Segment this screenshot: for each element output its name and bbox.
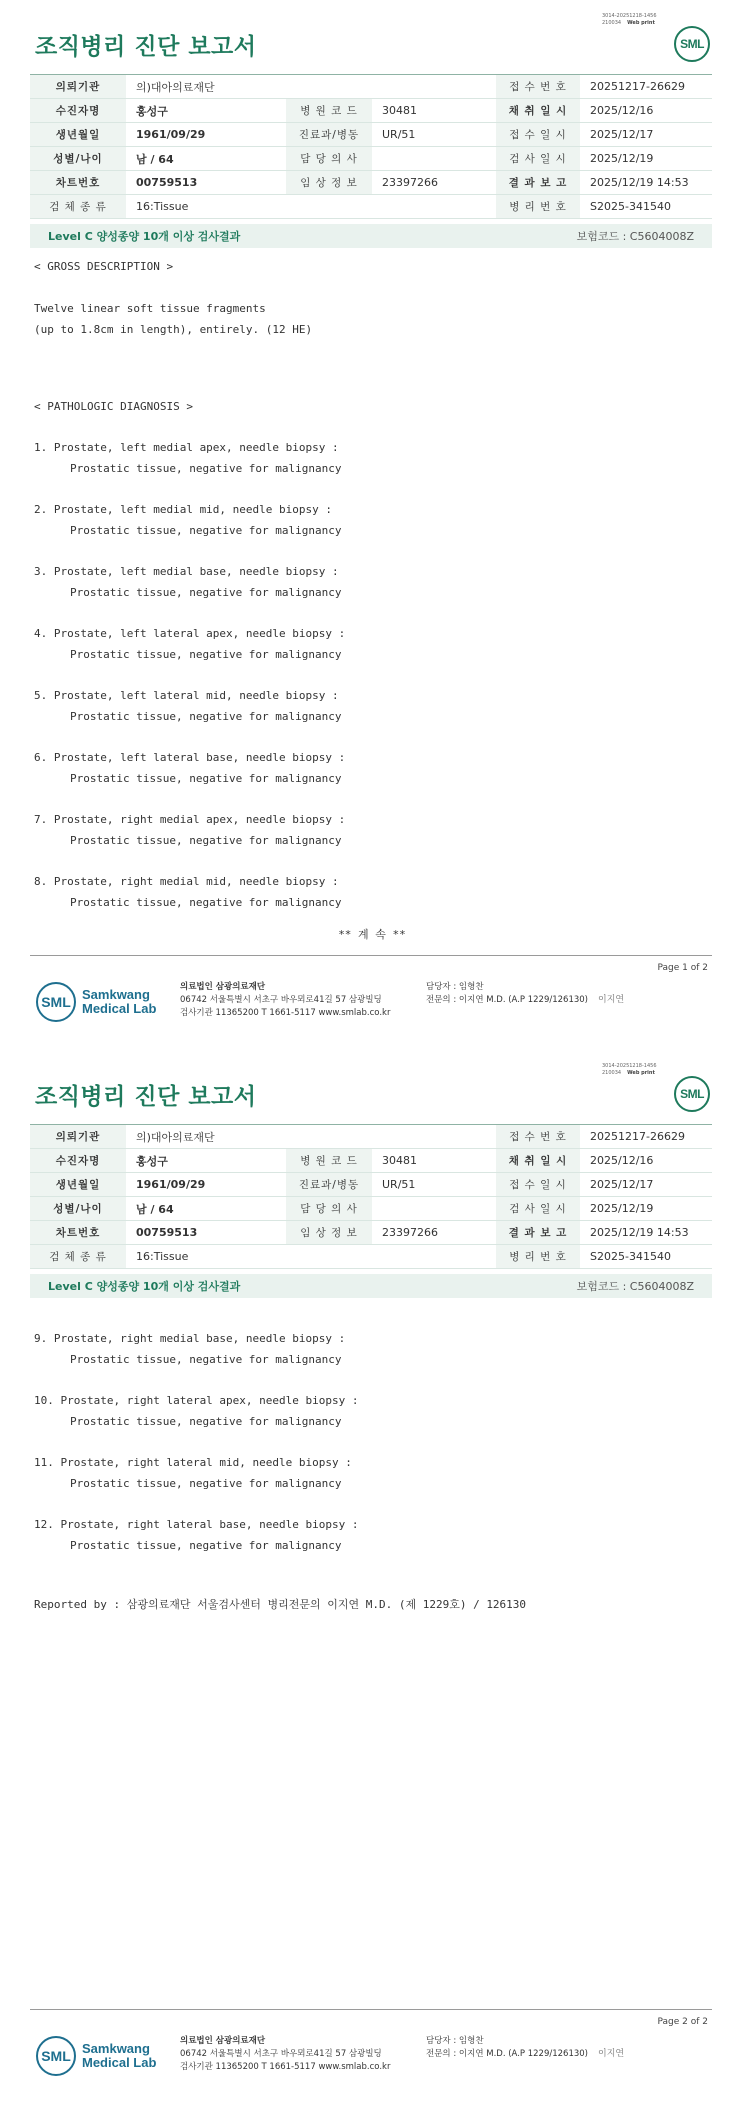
signature: 이지연: [598, 995, 625, 1005]
clinical-label: 임 상 정 보: [286, 171, 372, 195]
chart-label: 차트번호: [30, 1221, 126, 1245]
patient-label: 수진자명: [30, 99, 126, 123]
logo-line-1: Samkwang: [82, 987, 150, 1002]
diagnosis-result: Prostatic tissue, negative for malignancy: [70, 648, 342, 661]
dob-value: 1961/09/29: [126, 123, 286, 147]
report-title: 조직병리 진단 보고서: [35, 1084, 257, 1110]
info-row: [30, 1125, 712, 1149]
dob-value: 1961/09/29: [126, 1173, 286, 1197]
patient-info-table: [30, 1124, 712, 1269]
dob-label: 생년월일: [30, 1173, 126, 1197]
diagnosis-result: Prostatic tissue, negative for malignancy: [70, 524, 342, 537]
staff-info: [426, 981, 624, 1007]
report-page-2: [0, 1050, 744, 2104]
receipt-no-value: 20251217-26629: [580, 1125, 712, 1149]
diagnosis-site: 11. Prostate, right lateral mid, needle biopsy :: [34, 1456, 352, 1469]
diagnosis-site: 5. Prostate, left lateral mid, needle biopsy :: [34, 689, 339, 702]
collect-date-value: 2025/12/16: [580, 1149, 712, 1173]
info-row: [30, 99, 712, 123]
samkwang-logo: [36, 2036, 156, 2076]
info-row: [30, 195, 712, 219]
receipt-date-value: 2025/12/17: [580, 123, 712, 147]
dept-value: UR/51: [372, 123, 496, 147]
logo-mark: SML: [41, 2048, 71, 2064]
specimen-label: 검 체 종 류: [30, 1245, 126, 1269]
chart-value: 00759513: [126, 171, 286, 195]
institution-label: 의뢰기관: [30, 1125, 126, 1149]
sml-logo-text: SML: [680, 1087, 704, 1101]
hospital-code-label: 병 원 코 드: [286, 1149, 372, 1173]
page-footer: [30, 955, 712, 1045]
diagnosis-site: 9. Prostate, right medial base, needle biopsy :: [34, 1332, 346, 1345]
hospital-code-value: 30481: [372, 99, 496, 123]
sml-logo-text: SML: [680, 37, 704, 51]
patient-info-table: [30, 74, 712, 219]
signature: 이지연: [598, 2049, 625, 2059]
lab-contact: 검사기관 11365200 T 1661-5117 www.smlab.co.kr: [180, 2062, 391, 2072]
gross-heading: < GROSS DESCRIPTION >: [34, 260, 174, 273]
report-page-1: [0, 0, 744, 1050]
chart-label: 차트번호: [30, 171, 126, 195]
diagnosis-site: 2. Prostate, left medial mid, needle biopsy :: [34, 503, 333, 516]
specialist-name: 전문의 : 이지연 M.D. (A.P 1229/126130): [426, 2049, 588, 2059]
sex-age-value: 남 / 64: [126, 147, 286, 171]
level-text: Level C 양성종양 10개 이상 검사결과: [48, 1280, 241, 1293]
logo-line-2: Medical Lab: [82, 1001, 157, 1016]
page-number: Page 1 of 2: [657, 963, 708, 973]
sex-age-label: 성별/나이: [30, 147, 126, 171]
specimen-value: 16:Tissue: [126, 195, 496, 219]
stamp-line-1: 3014-20251218-1456: [602, 13, 657, 19]
sml-circle-icon: [36, 2036, 76, 2076]
sml-logo: [674, 1076, 710, 1112]
diagnosis-result: Prostatic tissue, negative for malignancy: [70, 1477, 342, 1490]
info-row: [30, 1149, 712, 1173]
diagnosis-site: 6. Prostate, left lateral base, needle biopsy :: [34, 751, 346, 764]
samkwang-logo: [36, 982, 156, 1022]
lab-info: [180, 981, 390, 1020]
stamp-line-2: 210034: [602, 20, 622, 26]
hospital-code-value: 30481: [372, 1149, 496, 1173]
staff-name: 담당자 : 임형찬: [426, 2036, 484, 2046]
diagnosis-result: Prostatic tissue, negative for malignancy: [70, 710, 342, 723]
path-no-label: 병 리 번 호: [496, 195, 580, 219]
page-footer: [30, 2009, 712, 2099]
reported-by: Reported by : 삼광의료재단 서울검사센터 병리전문의 이지연 M.D. (제 1229호) / 126130: [34, 1598, 527, 1611]
diagnosis-result: Prostatic tissue, negative for malignancy: [70, 772, 342, 785]
diagnosis-result: Prostatic tissue, negative for malignancy: [70, 896, 342, 909]
hospital-code-label: 병 원 코 드: [286, 99, 372, 123]
info-row: [30, 171, 712, 195]
report-date-label: 결 과 보 고: [496, 1221, 580, 1245]
diagnosis-result: Prostatic tissue, negative for malignancy: [70, 1353, 342, 1366]
receipt-date-value: 2025/12/17: [580, 1173, 712, 1197]
logo-line-2: Medical Lab: [82, 2055, 157, 2070]
lab-address: 06742 서울특별시 서초구 바우뫼로41길 57 삼광빌딩: [180, 995, 382, 1005]
sml-logo: [674, 26, 710, 62]
specimen-label: 검 체 종 류: [30, 195, 126, 219]
stamp-line-2: 210034: [602, 1070, 622, 1076]
receipt-date-label: 접 수 일 시: [496, 123, 580, 147]
test-date-value: 2025/12/19: [580, 1197, 712, 1221]
doctor-label: 담 당 의 사: [286, 1197, 372, 1221]
lab-address: 06742 서울특별시 서초구 바우뫼로41길 57 삼광빌딩: [180, 2049, 382, 2059]
print-stamp: [602, 13, 657, 27]
patient-value: 홍성구: [126, 99, 286, 123]
staff-info: [426, 2035, 624, 2061]
page-number: Page 2 of 2: [657, 2017, 708, 2027]
diagnosis-site: 4. Prostate, left lateral apex, needle biopsy :: [34, 627, 346, 640]
diagnosis-site: 8. Prostate, right medial mid, needle biopsy :: [34, 875, 339, 888]
report-date-value: 2025/12/19 14:53: [580, 1221, 712, 1245]
institution-label: 의뢰기관: [30, 75, 126, 99]
receipt-no-label: 접 수 번 호: [496, 1125, 580, 1149]
diagnosis-site: 1. Prostate, left medial apex, needle biopsy :: [34, 441, 339, 454]
info-row: [30, 1245, 712, 1269]
specimen-value: 16:Tissue: [126, 1245, 496, 1269]
insurance-code: 보험코드 : C5604008Z: [576, 1280, 694, 1293]
diagnosis-site: 7. Prostate, right medial apex, needle biopsy :: [34, 813, 346, 826]
institution-value: 의)대아의료재단: [126, 75, 496, 99]
stamp-web-print: Web print: [627, 1070, 655, 1076]
chart-value: 00759513: [126, 1221, 286, 1245]
stamp-web-print: Web print: [627, 20, 655, 26]
level-bar: [30, 1274, 712, 1298]
clinical-label: 임 상 정 보: [286, 1221, 372, 1245]
diagnosis-result: Prostatic tissue, negative for malignancy: [70, 1539, 342, 1552]
doctor-value: [372, 147, 496, 171]
gross-line: Twelve linear soft tissue fragments: [34, 302, 266, 315]
collect-date-value: 2025/12/16: [580, 99, 712, 123]
diagnosis-heading: < PATHOLOGIC DIAGNOSIS >: [34, 400, 193, 413]
continued-note: ** 계 속 **: [338, 928, 406, 941]
info-row: [30, 1173, 712, 1197]
dept-value: UR/51: [372, 1173, 496, 1197]
report-date-label: 결 과 보 고: [496, 171, 580, 195]
dob-label: 생년월일: [30, 123, 126, 147]
info-row: [30, 1197, 712, 1221]
receipt-date-label: 접 수 일 시: [496, 1173, 580, 1197]
doctor-value: [372, 1197, 496, 1221]
stamp-line-1: 3014-20251218-1456: [602, 1063, 657, 1069]
lab-org: 의료법인 삼광의료재단: [180, 2036, 266, 2046]
dept-label: 진료과/병동: [286, 123, 372, 147]
patient-label: 수진자명: [30, 1149, 126, 1173]
report-title: 조직병리 진단 보고서: [35, 34, 257, 60]
report-date-value: 2025/12/19 14:53: [580, 171, 712, 195]
specialist-name: 전문의 : 이지연 M.D. (A.P 1229/126130): [426, 995, 588, 1005]
print-stamp: [602, 1063, 657, 1077]
path-no-value: S2025-341540: [580, 1245, 712, 1269]
test-date-label: 검 사 일 시: [496, 147, 580, 171]
diagnosis-site: 10. Prostate, right lateral apex, needle biopsy :: [34, 1394, 359, 1407]
logo-mark: SML: [41, 994, 71, 1010]
collect-date-label: 채 취 일 시: [496, 1149, 580, 1173]
diagnosis-result: Prostatic tissue, negative for malignancy: [70, 834, 342, 847]
insurance-code: 보험코드 : C5604008Z: [576, 230, 694, 243]
patient-value: 홍성구: [126, 1149, 286, 1173]
institution-value: 의)대아의료재단: [126, 1125, 496, 1149]
logo-line-1: Samkwang: [82, 2041, 150, 2056]
level-text: Level C 양성종양 10개 이상 검사결과: [48, 230, 241, 243]
receipt-no-value: 20251217-26629: [580, 75, 712, 99]
sex-age-value: 남 / 64: [126, 1197, 286, 1221]
level-bar: [30, 224, 712, 248]
info-row: [30, 123, 712, 147]
diagnosis-site: 12. Prostate, right lateral base, needle biopsy :: [34, 1518, 359, 1531]
info-row: [30, 1221, 712, 1245]
gross-line: (up to 1.8cm in length), entirely. (12 HE): [34, 323, 313, 336]
lab-info: [180, 2035, 390, 2074]
diagnosis-result: Prostatic tissue, negative for malignancy: [70, 586, 342, 599]
clinical-value: 23397266: [372, 171, 496, 195]
info-row: [30, 147, 712, 171]
doctor-label: 담 당 의 사: [286, 147, 372, 171]
test-date-label: 검 사 일 시: [496, 1197, 580, 1221]
sex-age-label: 성별/나이: [30, 1197, 126, 1221]
dept-label: 진료과/병동: [286, 1173, 372, 1197]
lab-org: 의료법인 삼광의료재단: [180, 982, 266, 992]
path-no-label: 병 리 번 호: [496, 1245, 580, 1269]
clinical-value: 23397266: [372, 1221, 496, 1245]
diagnosis-result: Prostatic tissue, negative for malignancy: [70, 462, 342, 475]
sml-circle-icon: [36, 982, 76, 1022]
info-row: [30, 75, 712, 99]
diagnosis-site: 3. Prostate, left medial base, needle biopsy :: [34, 565, 339, 578]
staff-name: 담당자 : 임형찬: [426, 982, 484, 992]
path-no-value: S2025-341540: [580, 195, 712, 219]
collect-date-label: 채 취 일 시: [496, 99, 580, 123]
receipt-no-label: 접 수 번 호: [496, 75, 580, 99]
lab-contact: 검사기관 11365200 T 1661-5117 www.smlab.co.kr: [180, 1008, 391, 1018]
test-date-value: 2025/12/19: [580, 147, 712, 171]
diagnosis-result: Prostatic tissue, negative for malignancy: [70, 1415, 342, 1428]
